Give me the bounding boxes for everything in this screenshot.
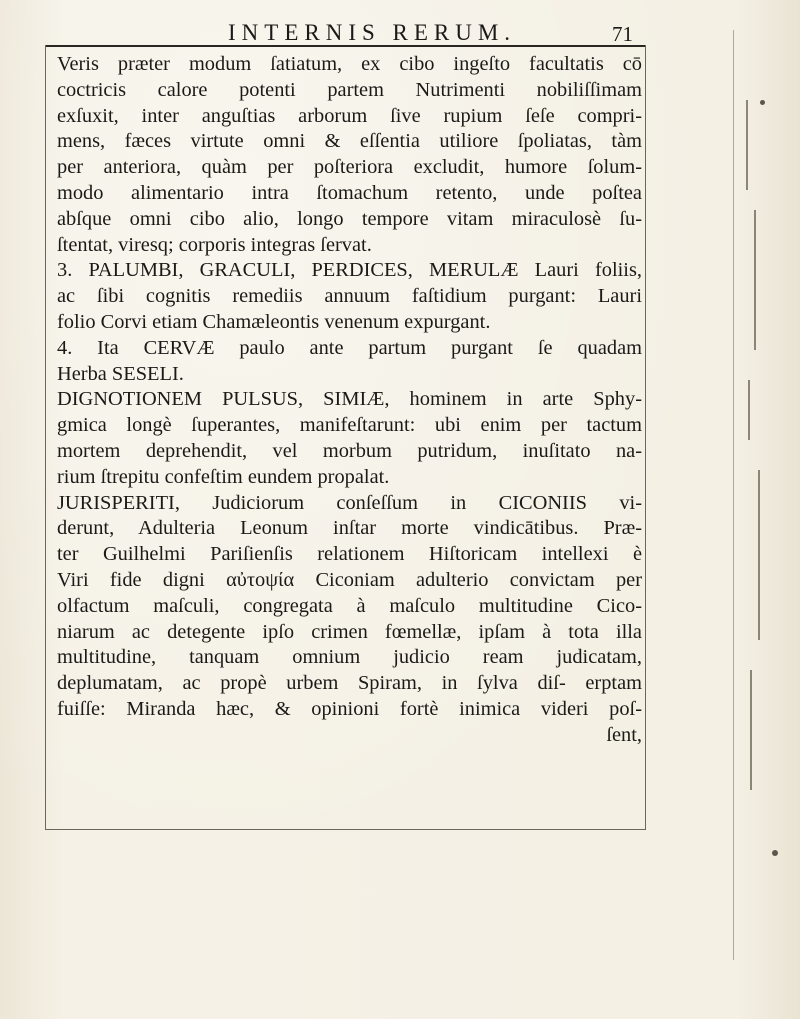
text-line: 3. PALUMBI, GRACULI, PERDICES, MERULÆ Lauri foliis,: [57, 259, 642, 282]
text-frame-right: [645, 45, 646, 830]
text-line: per anteriora, quàm per poſteriora excludit, humore ſolum-: [57, 156, 642, 179]
text-line: deplumatam, ac propè urbem Spiram, in ſylva diſ- erptam: [57, 672, 642, 695]
text-line: mortem deprehendit, vel morbum putridum, inuſitato na-: [57, 439, 642, 462]
text-line: olfactum maſculi, congregata à maſculo multitudine Cico-: [57, 594, 642, 617]
text-line: ac ſibi cognitis remediis annuum faſtidium purgant: Lauri: [57, 285, 642, 308]
text-line: ſtentat, viresq; corporis integras ſervat.: [57, 233, 372, 256]
text-line: 4. Ita CERVÆ paulo ante partum purgant ſe quadam: [57, 336, 642, 359]
text-frame-bottom: [45, 829, 645, 830]
text-line: Viri fide digni αὐτοψία Ciconiam adulterio convictam per: [57, 568, 642, 591]
text-line: mens, fæces virtute omni & eſſentia utiliore ſpoliatas, tàm: [57, 130, 642, 153]
text-line: DIGNOTIONEM PULSUS, SIMIÆ, hominem in arte Sphy-: [57, 388, 642, 411]
text-line: Herba SESELI.: [57, 362, 184, 385]
margin-bleed-through: [740, 60, 780, 940]
text-line: modo alimentario intra ſtomachum retento, unde poſtea: [57, 181, 642, 204]
text-line: rium ſtrepitu confeſtim eundem propalat.: [57, 465, 390, 488]
text-line: exſuxit, inter anguſtias arborum ſive rupium ſeſe compri-: [57, 104, 642, 127]
text-line: niarum ac detegente ipſo crimen fœmellæ, ipſam à tota illa: [57, 620, 642, 643]
page-edge: [733, 30, 734, 960]
body-text: [57, 52, 642, 749]
text-line: multitudine, tanquam omnium judicio ream judicatam,: [57, 646, 642, 669]
text-frame-left: [45, 45, 46, 830]
text-line: abſque omni cibo alio, longo tempore vitam miraculosè ſu-: [57, 207, 642, 230]
text-line: derunt, Adulteria Leonum inſtar morte vindicātibus. Præ-: [57, 517, 642, 540]
text-line: fuiſſe: Miranda hæc, & opinioni fortè inimica videri poſ-: [57, 697, 642, 720]
running-title: INTERNIS RERUM.: [228, 20, 517, 45]
text-line: JURISPERITI, Judiciorum conſeſſum in CICONIIS vi-: [57, 491, 642, 514]
text-line: gmica longè ſuperantes, manifeſtarunt: ubi enim per tactum: [57, 414, 642, 437]
text-line: Veris præter modum ſatiatum, ex cibo ingeſto facultatis cō: [57, 53, 642, 75]
text-line: ter Guilhelmi Pariſienſis relationem Hiſtoricam intellexi è: [57, 543, 642, 566]
page-number: 71: [612, 22, 633, 46]
text-line: folio Corvi etiam Chamæleontis venenum expurgant.: [57, 310, 491, 333]
catchword: ſent,: [606, 723, 642, 746]
text-line: coctricis calore potenti partem Nutrimenti nobiliſſimam: [57, 78, 642, 101]
